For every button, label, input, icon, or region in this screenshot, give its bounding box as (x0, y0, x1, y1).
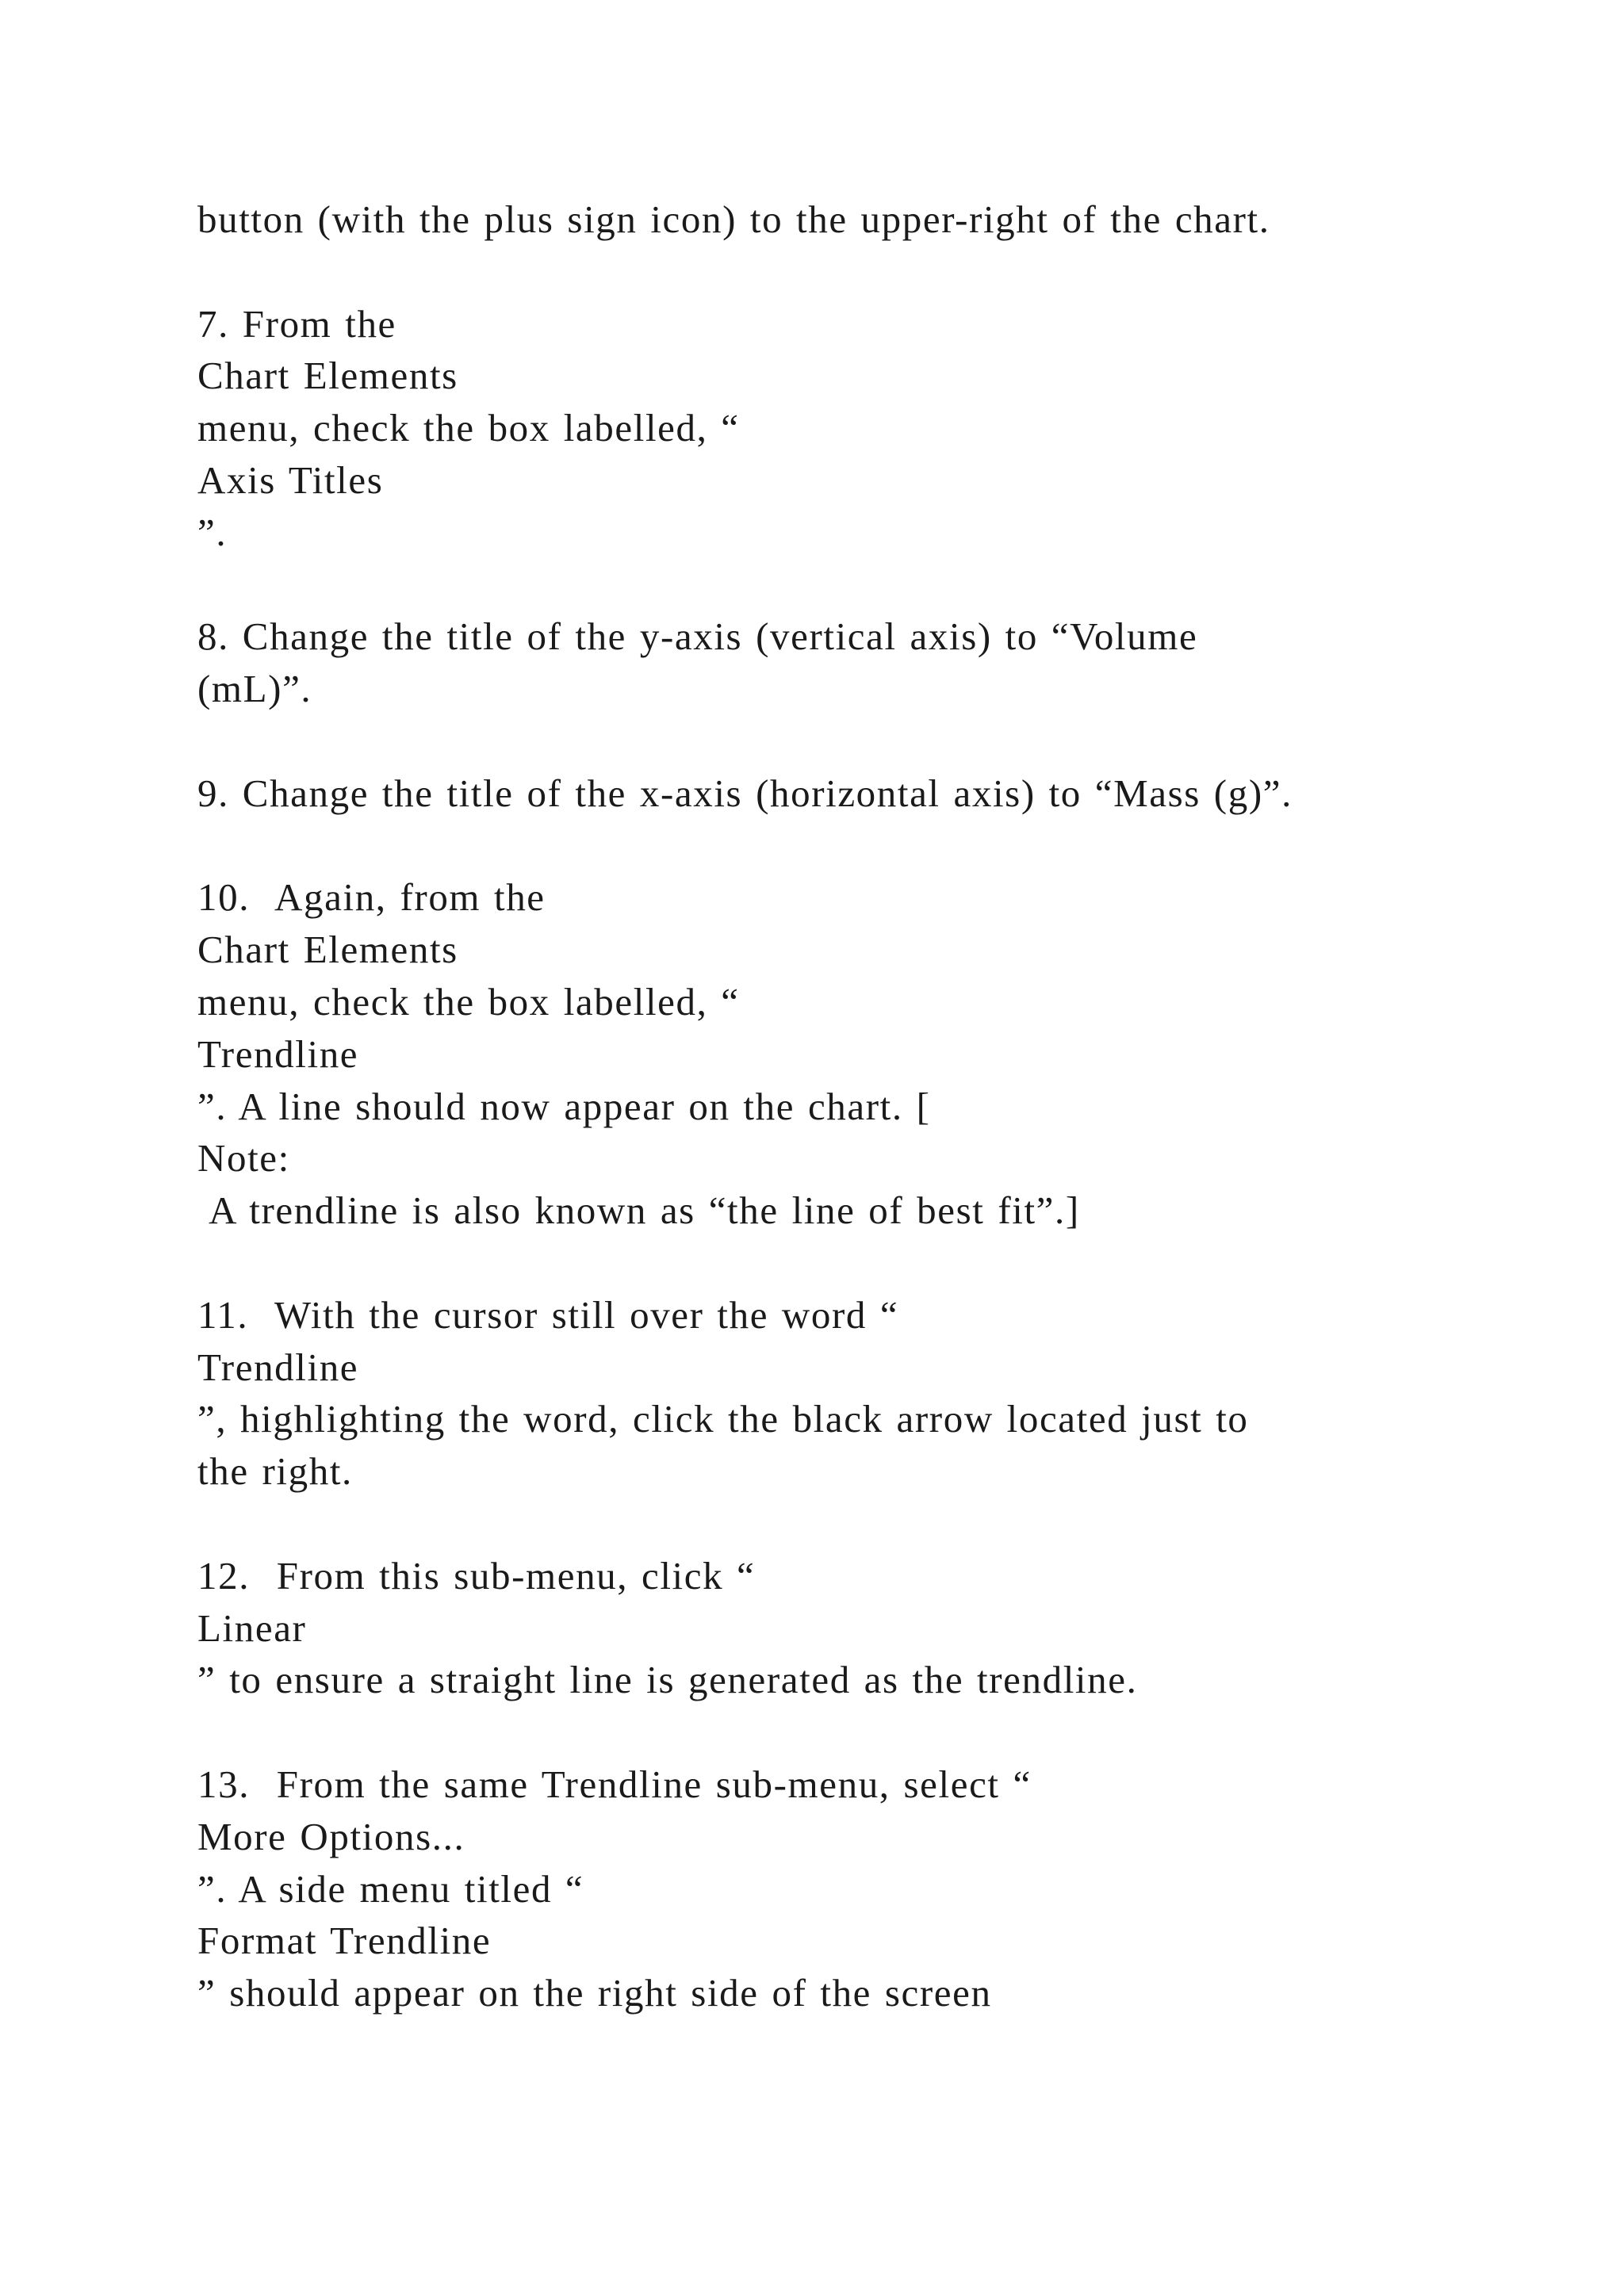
text-line: the right. (197, 1449, 353, 1494)
text-line: Chart Elements (197, 354, 458, 398)
step-9-heading: 9. Change the title of the x-axis (horizontal axis) to “Mass (g)”. (197, 771, 1293, 815)
text-line: A trendline is also known as “the line of best fit”.] (197, 1188, 1080, 1233)
blank-line (197, 820, 1545, 872)
step-10-heading: 10. Again, from the (197, 875, 546, 920)
text-line: ”. (197, 510, 228, 554)
text-line: More Options... (197, 1814, 465, 1858)
step-11-heading: 11. With the cursor still over the word “ (197, 1292, 899, 1337)
text-line: ”. A line should now appear on the chart. [ (197, 1084, 931, 1128)
text-line: Trendline (197, 1345, 359, 1389)
blank-line (197, 1498, 1545, 1550)
blank-line (197, 715, 1545, 767)
text-line: Chart Elements (197, 928, 458, 972)
text-line: Format Trendline (197, 1919, 492, 1963)
document-text (197, 193, 1545, 2019)
step-8-heading: 8. Change the title of the y-axis (vertical axis) to “Volume (197, 614, 1198, 659)
text-line: Trendline (197, 1031, 359, 1076)
text-line: (mL)”. (197, 667, 312, 711)
step-7-heading: 7. From the (197, 301, 396, 346)
blank-line (197, 1706, 1545, 1758)
text-line: menu, check the box labelled, “ (197, 979, 740, 1024)
step-12-heading: 12. From this sub-menu, click “ (197, 1553, 756, 1598)
text-line: Note: (197, 1136, 290, 1181)
text-line: menu, check the box labelled, “ (197, 406, 740, 450)
text-line: button (with the plus sign icon) to the upper-right of the chart. (197, 197, 1270, 241)
text-line: Axis Titles (197, 457, 384, 502)
step-13-heading: 13. From the same Trendline sub-menu, select “ (197, 1762, 1032, 1806)
blank-line (197, 1237, 1545, 1289)
text-line: ”, highlighting the word, click the black arrow located just to (197, 1397, 1249, 1441)
text-line: ” to ensure a straight line is generated as the trendline. (197, 1658, 1138, 1702)
text-line: ” should appear on the right side of the screen (197, 1971, 992, 2015)
blank-line (197, 246, 1545, 298)
text-line: Linear (197, 1605, 307, 1650)
text-line: ”. A side menu titled “ (197, 1866, 584, 1911)
blank-line (197, 559, 1545, 611)
